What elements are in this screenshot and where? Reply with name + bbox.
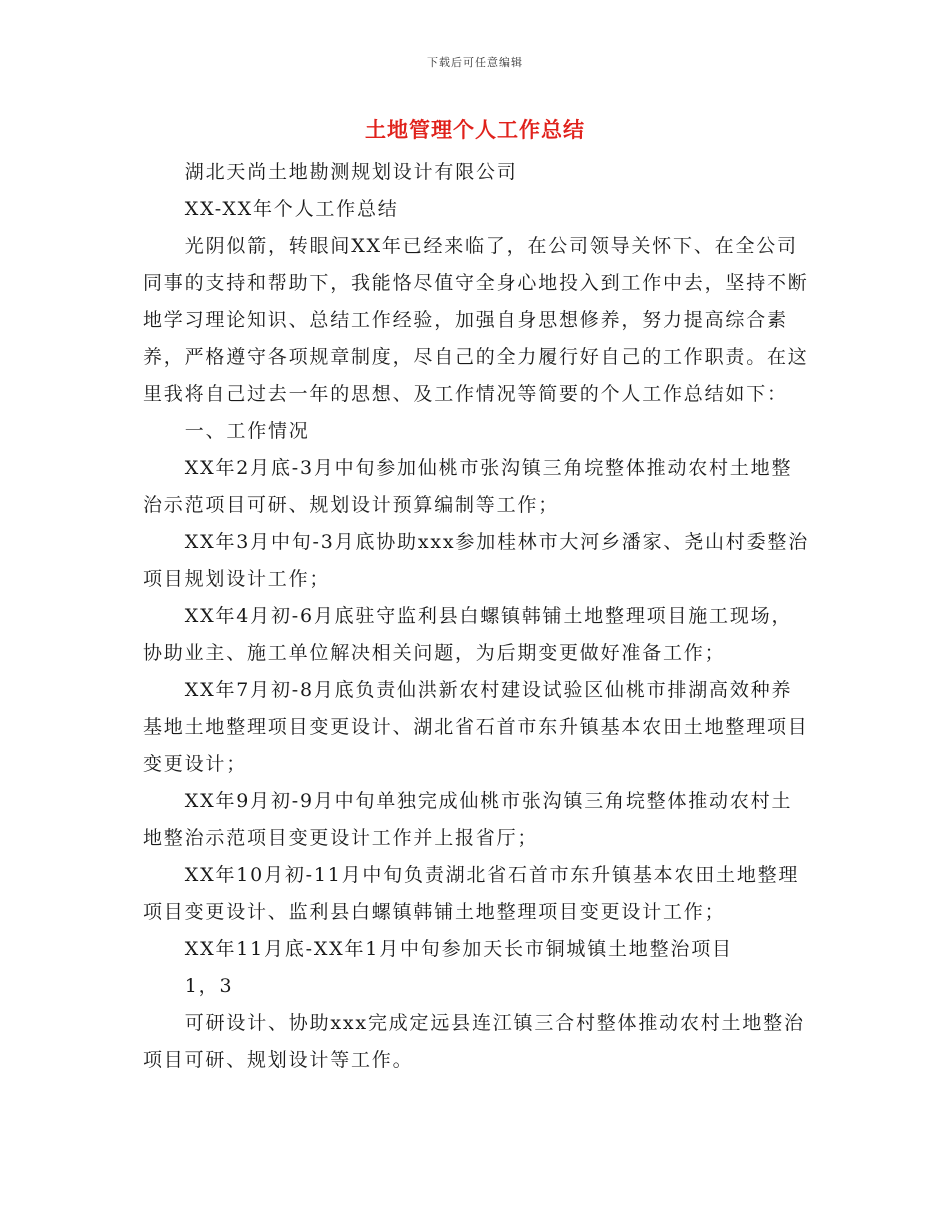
summary-subtitle: XX-XX年个人工作总结 — [184, 198, 399, 220]
work-item: XX年10月初-11月中旬负责湖北省石首市东升镇基本农田土地整理项目变更设计、监利县白螺镇韩铺土地整理项目变更设计工作； — [143, 864, 800, 923]
work-item: XX年9月初-9月中旬单独完成仙桃市张沟镇三角垸整体推动农村土地整治示范项目变更设计工作并上报省厅； — [143, 790, 793, 849]
work-item: XX年4月初-6月底驻守监利县白螺镇韩铺土地整理项目施工现场，协助业主、施工单位解决相关问题，为后期变更做好准备工作； — [143, 605, 793, 664]
work-item: 可研设计、协助xxx完成定远县连江镇三合村整体推动农村土地整治项目可研、规划设计等工作。 — [143, 1012, 805, 1071]
document-body — [143, 154, 811, 1079]
section-heading-work: 一、工作情况 — [184, 420, 310, 442]
work-item: XX年2月底-3月中旬参加仙桃市张沟镇三角垸整体推动农村土地整治示范项目可研、规划设计预算编制等工作； — [143, 457, 793, 516]
page-fragment: 1，3 — [184, 975, 234, 997]
company-name: 湖北天尚土地勘测规划设计有限公司 — [184, 161, 518, 183]
work-item: XX年11月底-XX年1月中旬参加天长市铜城镇土地整治项目 — [184, 938, 733, 960]
intro-paragraph: 光阴似箭，转眼间XX年已经来临了，在公司领导关怀下、在全公司同事的支持和帮助下，我能恪尽值守全身心地投入到工作中去，坚持不断地学习理论知识、总结工作经验，加强自身思想修养，努力提高综合素养，严格遵守各项规章制度，尽自己的全力履行好自己的工作职责。在这里我将自己过去一年的思想、及工作情况等简要的个人工作总结如下： — [143, 235, 809, 405]
page-header-note: 下载后可任意编辑 — [427, 56, 523, 69]
work-item: XX年7月初-8月底负责仙洪新农村建设试验区仙桃市排湖高效种养基地土地整理项目变更设计、湖北省石首市东升镇基本农田土地整理项目变更设计； — [143, 679, 809, 775]
document-title: 土地管理个人工作总结 — [365, 117, 585, 142]
work-item: XX年3月中旬-3月底协助xxx参加桂林市大河乡潘家、尧山村委整治项目规划设计工作； — [143, 531, 809, 590]
